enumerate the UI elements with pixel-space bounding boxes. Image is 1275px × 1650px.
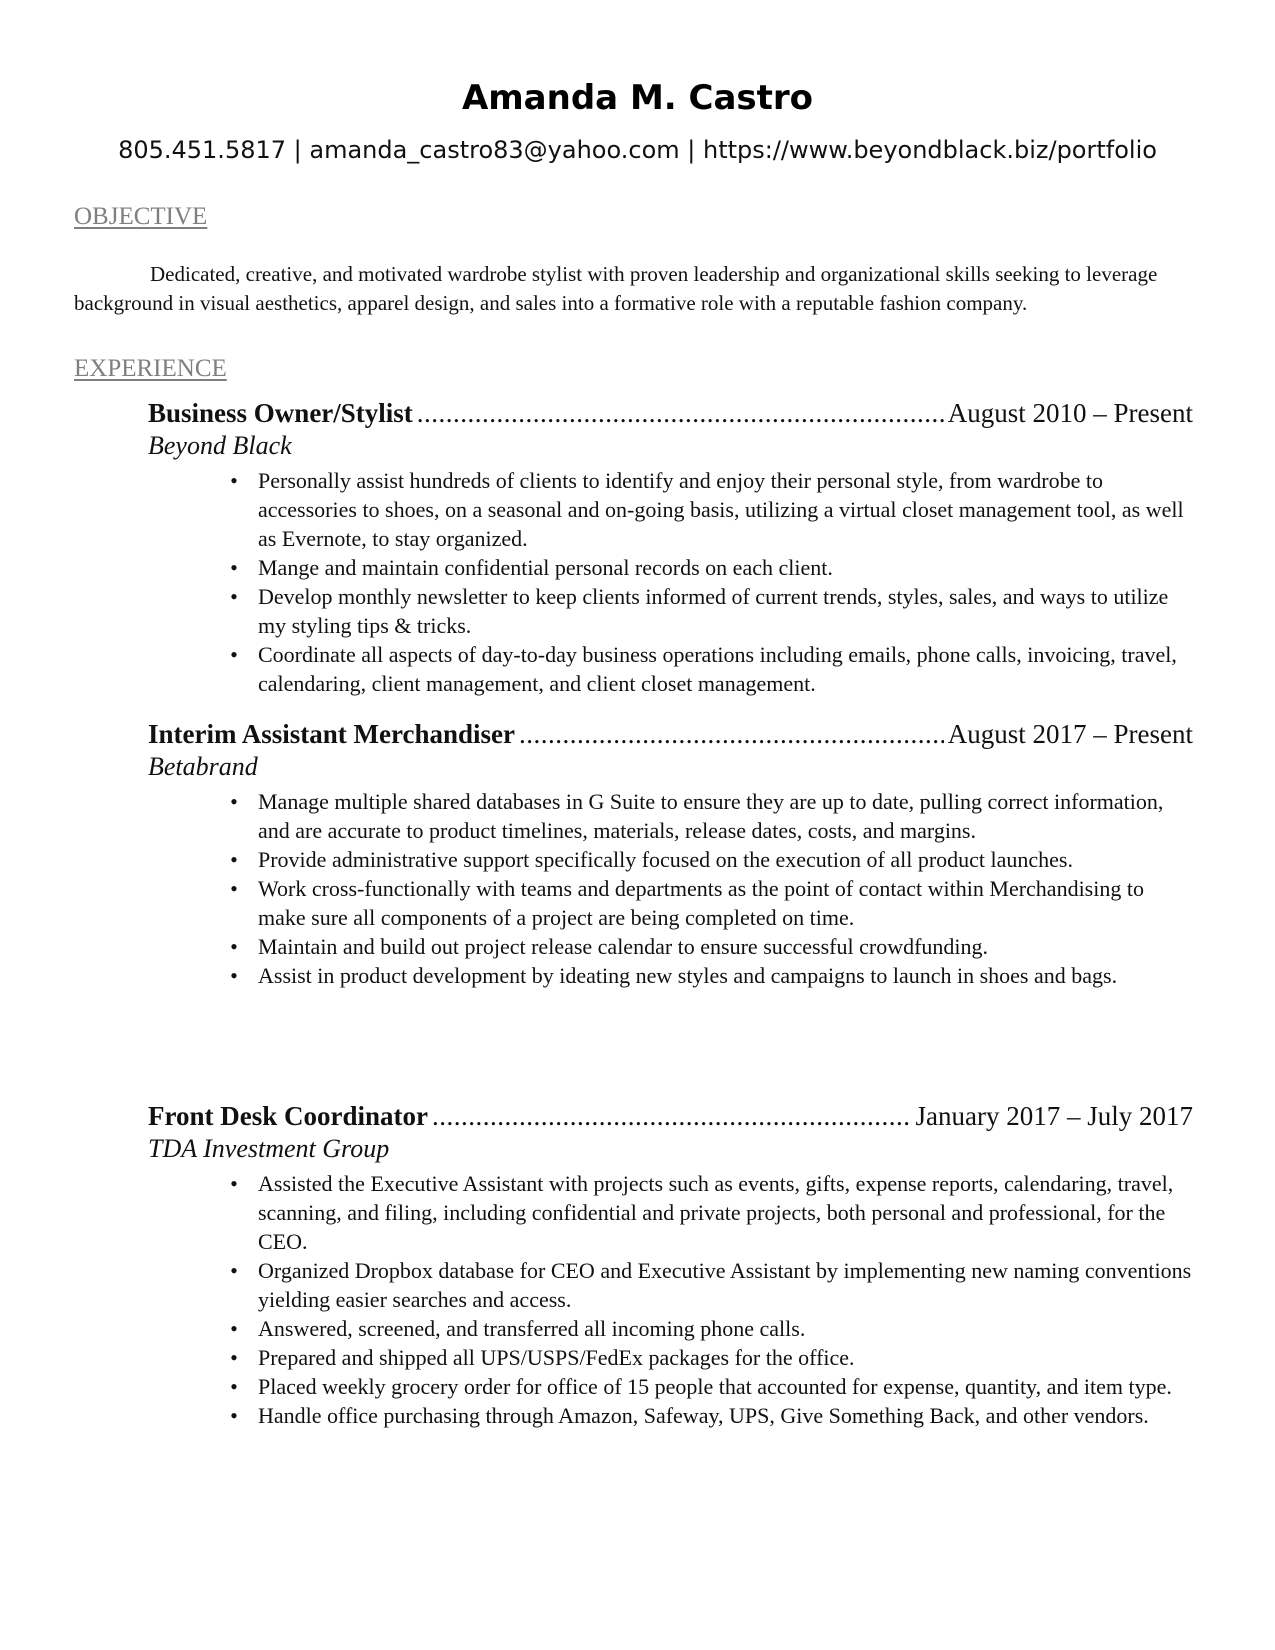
job-entry	[148, 396, 1193, 698]
list-item	[230, 1169, 1193, 1256]
bullet-text: Manage multiple shared databases in G Suite to ensure they are up to date, pulling correct information, and are accurate to product timelines, materials, release dates, costs, and margins.	[258, 789, 1164, 843]
bullet-text: Personally assist hundreds of clients to identify and enjoy their personal style, from wardrobe to accessories to shoes, on a seasonal and on-going basis, utilizing a virtual closet management tool, as well as Evernote, to stay organized.	[258, 468, 1184, 551]
bullet-icon: •	[230, 1345, 238, 1370]
job-header	[148, 717, 1193, 751]
bullet-text: Develop monthly newsletter to keep clients informed of current trends, styles, sales, and ways to utilize my styling tips & tricks.	[258, 584, 1169, 638]
list-item	[230, 466, 1193, 553]
bullet-text: Assist in product development by ideating new styles and campaigns to launch in shoes and bags.	[258, 963, 1118, 988]
contact-line: 805.451.5817 | amanda_castro83@yahoo.com | https://www.beyondblack.biz/portfolio	[118, 136, 1157, 164]
bullet-text: Assisted the Executive Assistant with projects such as events, gifts, expense reports, calendaring, travel, scanning, and filing, including confidential and private projects, both personal and professional, for the CEO.	[258, 1171, 1174, 1254]
list-item	[230, 1372, 1193, 1401]
list-item	[230, 961, 1193, 990]
company-name: Betabrand	[148, 752, 258, 781]
objective-text: Dedicated, creative, and motivated wardrobe stylist with proven leadership and organizational skills seeking to leverage background in visual aesthetics, apparel design, and sales into a formative role with a reputable fashion company.	[74, 262, 1158, 315]
bullet-icon: •	[230, 876, 238, 901]
experience-heading: EXPERIENCE	[74, 355, 227, 382]
list-item	[230, 1343, 1193, 1372]
bullet-text: Coordinate all aspects of day-to-day business operations including emails, phone calls, invoicing, travel, calendaring, client management, and client closet management.	[258, 642, 1177, 696]
list-item	[230, 1401, 1193, 1430]
bullet-icon: •	[230, 934, 238, 959]
job-bullet-list	[148, 787, 1193, 990]
bullet-icon: •	[230, 1403, 238, 1428]
bullet-text: Mange and maintain confidential personal records on each client.	[258, 555, 833, 580]
list-item	[230, 932, 1193, 961]
company-name: TDA Investment Group	[148, 1134, 390, 1163]
job-title: Front Desk Coordinator	[148, 1101, 428, 1131]
job-dates: August 2017 – Present	[947, 719, 1193, 749]
bullet-icon: •	[230, 847, 238, 872]
dot-leader	[432, 1099, 912, 1133]
bullet-icon: •	[230, 468, 238, 493]
bullet-text: Work cross-functionally with teams and departments as the point of contact within Merchandising to make sure all components of a project are being completed on time.	[258, 876, 1144, 930]
bullet-icon: •	[230, 642, 238, 667]
bullet-icon: •	[230, 963, 238, 988]
bullet-text: Maintain and build out project release calendar to ensure successful crowdfunding.	[258, 934, 989, 959]
list-item	[230, 845, 1193, 874]
job-bullet-list	[148, 466, 1193, 698]
bullet-text: Placed weekly grocery order for office of 15 people that accounted for expense, quantity, and item type.	[258, 1374, 1172, 1399]
company-name: Beyond Black	[148, 431, 292, 460]
bullet-text: Organized Dropbox database for CEO and Executive Assistant by implementing new naming conventions yielding easier searches and access.	[258, 1258, 1192, 1312]
bullet-icon: •	[230, 1258, 238, 1283]
list-item	[230, 640, 1193, 698]
list-item	[230, 582, 1193, 640]
list-item	[230, 1314, 1193, 1343]
objective-heading: OBJECTIVE	[74, 203, 208, 230]
dot-leader	[519, 717, 944, 751]
bullet-text: Handle office purchasing through Amazon, Safeway, UPS, Give Something Back, and other vendors.	[258, 1403, 1149, 1428]
bullet-icon: •	[230, 789, 238, 814]
job-entry	[148, 717, 1193, 990]
bullet-icon: •	[230, 555, 238, 580]
job-header	[148, 396, 1193, 430]
job-dates: August 2010 – Present	[947, 398, 1193, 428]
job-title: Interim Assistant Merchandiser	[148, 719, 515, 749]
bullet-text: Answered, screened, and transferred all incoming phone calls.	[258, 1316, 806, 1341]
list-item	[230, 874, 1193, 932]
candidate-name: Amanda M. Castro	[461, 78, 814, 118]
bullet-icon: •	[230, 1374, 238, 1399]
bullet-icon: •	[230, 1316, 238, 1341]
bullet-icon: •	[230, 584, 238, 609]
job-dates: January 2017 – July 2017	[915, 1101, 1193, 1131]
list-item	[230, 787, 1193, 845]
job-bullet-list	[148, 1169, 1193, 1430]
job-title: Business Owner/Stylist	[148, 398, 413, 428]
bullet-text: Provide administrative support specifically focused on the execution of all product launches.	[258, 847, 1073, 872]
job-header	[148, 1099, 1193, 1133]
job-entry	[148, 1099, 1193, 1430]
list-item	[230, 1256, 1193, 1314]
dot-leader	[417, 396, 944, 430]
list-item	[230, 553, 1193, 582]
bullet-text: Prepared and shipped all UPS/USPS/FedEx packages for the office.	[258, 1345, 855, 1370]
bullet-icon: •	[230, 1171, 238, 1196]
